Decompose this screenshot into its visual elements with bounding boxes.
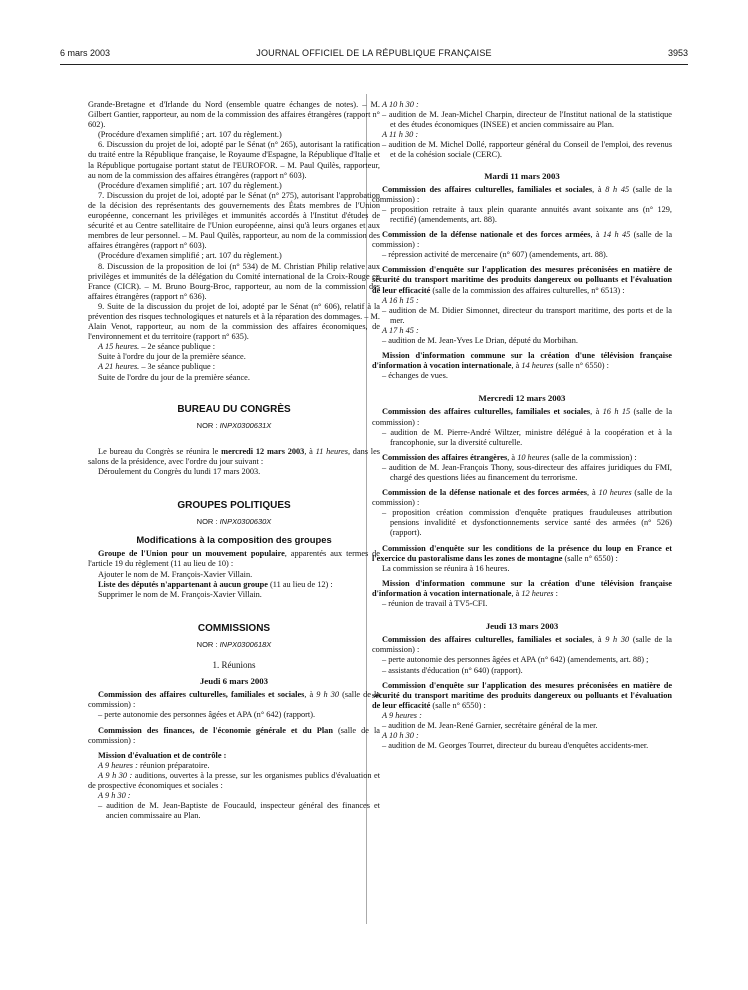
list-item: – audition de M. Pierre-André Wiltzer, ministre délégué à la coopération et à la francophonie, sur la diversité culturelle. — [382, 427, 672, 447]
section-title: GROUPES POLITIQUES — [177, 500, 291, 512]
paragraph: A 9 h 30 : — [98, 791, 131, 801]
paragraph — [372, 579, 672, 599]
list-item: – perte autonomie des personnes âgées et APA (n° 642) (amendements, art. 88) ; — [382, 655, 649, 665]
text-run: Commission des finances, de l'économie générale et du Plan — [98, 725, 333, 735]
text-run: (salle de la commission) : — [88, 690, 381, 710]
text-run: 14 h 45 — [602, 230, 631, 240]
text-run: , à — [511, 361, 522, 371]
session-time: A 21 heures. — [98, 362, 140, 372]
list-item: – proposition retraite à taux plein quarante annuités avant soixante ans (n° 129, rectifié) (amendements, art. 88). — [382, 204, 672, 224]
session-2 — [88, 342, 380, 352]
day-heading: Jeudi 13 mars 2003 — [485, 621, 559, 632]
text-run: , à — [507, 452, 518, 462]
text-run: , à — [590, 230, 603, 240]
section-title: COMMISSIONS — [197, 622, 271, 634]
list-item: – audition de M. Jean-Yves Le Drian, député du Morbihan. — [382, 335, 578, 345]
text-run: Commission des affaires culturelles, familiales et sociales — [98, 690, 305, 700]
session-label: – 3e séance publique : — [139, 362, 216, 372]
paragraph: A 17 h 45 : — [382, 325, 419, 335]
paragraph — [372, 407, 672, 427]
paragraph — [88, 771, 380, 791]
text-run: (11 au lieu de 12) : — [267, 579, 333, 589]
text-run: (salle de la commission) : — [372, 230, 673, 250]
text-run: réunion préparatoire. — [137, 760, 210, 770]
paragraph: Suite à l'ordre du jour de la première séance. — [98, 352, 246, 362]
paragraph: Mission d'évaluation et de contrôle : — [98, 750, 227, 760]
paragraph — [88, 726, 380, 746]
text-run: Commission d'enquête sur l'application des mesures préconisées en matière de sécurité du transport maritime des produits dangereux ou polluants et l'évaluation de leur efficacité — [372, 265, 672, 295]
paragraph: 6. Discussion du projet de loi, adopté par le Sénat (n° 265), autorisant la ratification du traité entre la République française, le Royaume d'Espagne, la République d'Italie et la République portugaise portant statut de l'EUROFOR. – M. Paul Quilès, rapporteur, au nom de la commission des affaires étrangères (rapport n° 603). — [88, 140, 380, 180]
text-run: , à — [592, 184, 606, 194]
list-item: – audition de M. Michel Dollé, rapporteur général du Conseil de l'emploi, des revenus et de la cohésion sociale (CERC). — [382, 140, 672, 160]
text-run: , à — [304, 690, 317, 700]
text-run: (salle de la commission) : — [549, 452, 637, 462]
text-run: Le bureau du Congrès se réunira le — [98, 446, 222, 456]
subsection-title: 1. Réunions — [212, 660, 256, 671]
text-run: 14 heures — [521, 361, 554, 371]
paragraph: Grande-Bretagne et d'Irlande du Nord (ensemble quatre échanges de notes). – M. Gilbert Gantier, rapporteur, au nom de la commission des affaires étrangères (rapport n° 602). — [88, 100, 380, 130]
paragraph — [88, 447, 380, 467]
paragraph: A 9 heures : — [382, 710, 422, 720]
section-title: BUREAU DU CONGRÈS — [177, 403, 291, 415]
paragraph: Supprimer le nom de M. François-Xavier Villain. — [98, 589, 262, 599]
text-run: Mission d'information commune sur la création d'une télévision française d'information à vocation internationale — [372, 578, 672, 598]
text-run: Commission d'enquête sur l'application des mesures préconisées en matière de sécurité du transport maritime des produits dangereux ou polluants et l'évaluation de leur efficacité — [372, 680, 672, 710]
nor-label: NOR : — [196, 420, 220, 430]
header-date: 6 mars 2003 — [60, 48, 111, 58]
text-run: (salle de la commission) : — [88, 725, 380, 745]
nor-reference — [88, 640, 380, 650]
nor-code: INPX0300630X — [219, 517, 272, 527]
paragraph: (Procédure d'examen simplifié ; art. 107 du règlement.) — [98, 180, 282, 190]
text-run: A 9 heures : — [98, 760, 138, 770]
text-run: (salle n° 6550) : — [562, 553, 618, 563]
paragraph: 7. Discussion du projet de loi, adopté par le Sénat (n° 275), autorisant l'approbation de la décision des représentants des gouvernements des États membres de l'Union européenne, concernant les privilèges et immunités accordés à l'Institut d'études de sécurité et au Centre satellitaire de l'Union européenne, ainsi qu'à leurs organes et aux membres de leur personnel. – M. Paul Quilès, rapporteur, au nom de la commission des affaires étrangères (rapport n° 603). — [88, 190, 380, 251]
paragraph: (Procédure d'examen simplifié ; art. 107 du règlement.) — [98, 251, 282, 261]
text-run: auditions, ouvertes à la presse, sur les organismes publics d'évaluation et de prospective économiques et sociales : — [88, 770, 380, 790]
paragraph — [88, 580, 380, 590]
text-run: Commission de la défense nationale et des forces armées — [382, 230, 591, 240]
nor-code: INPX0300618X — [219, 639, 272, 649]
paragraph — [372, 453, 672, 463]
nor-label: NOR : — [196, 517, 220, 527]
page-number: 3953 — [667, 48, 688, 58]
paragraph — [88, 761, 380, 771]
text-run: Liste des députés n'appartenant à aucun groupe — [98, 579, 268, 589]
paragraph — [372, 265, 672, 295]
nor-reference — [88, 421, 380, 431]
paragraph — [372, 635, 672, 655]
list-item: – assistants d'éducation (n° 640) (rapport). — [382, 665, 523, 675]
text-run: mercredi 12 mars 2003 — [221, 446, 305, 456]
text-run: , apparentés aux termes de l'article 19 du règlement (11 au lieu de 10) : — [88, 549, 380, 569]
paragraph — [372, 544, 672, 564]
text-run: 16 h 15 — [602, 407, 631, 417]
text-run: 10 heures — [517, 452, 550, 462]
text-run: , dans les salons de la présidence, avec l'ordre du jour suivant : — [88, 446, 381, 466]
nor-reference — [88, 517, 380, 527]
text-run: , à — [590, 407, 603, 417]
paragraph — [372, 681, 672, 711]
right-column — [372, 100, 672, 751]
day-heading: Jeudi 6 mars 2003 — [199, 676, 269, 687]
text-run: Commission de la défense nationale et des forces armées — [382, 488, 587, 498]
paragraph — [372, 351, 672, 371]
text-run: Mission d'information commune sur la création d'une télévision française d'information à vocation internationale — [372, 351, 672, 371]
text-run: (salle de la commission) : — [372, 184, 672, 204]
nor-code: INPX0300631X — [219, 420, 272, 430]
list-item: – répression activité de mercenaire (n° 607) (amendements, art. 88). — [382, 250, 608, 260]
paragraph: 9. Suite de la discussion du projet de loi, adopté par le Sénat (n° 606), relatif à la prévention des risques technologiques et naturels et à la réparation des dommages. – M. Alain Venot, rapporteur, au nom de la commission des affaires économiques, de l'environnement et du territoire (rapport n° 635). — [88, 301, 380, 342]
text-run: 8 h 45 — [605, 184, 630, 194]
paragraph: Suite de l'ordre du jour de la première séance. — [98, 372, 250, 382]
paragraph — [88, 690, 380, 710]
paragraph: (Procédure d'examen simplifié ; art. 107 du règlement.) — [98, 130, 282, 140]
text-run: , à — [511, 588, 522, 598]
day-heading: Mardi 11 mars 2003 — [484, 170, 560, 181]
list-item: – perte autonomie des personnes âgées et APA (n° 642) (rapport). — [98, 710, 316, 720]
list-item: – audition de M. Jean-François Thony, sous-directeur des affaires juridiques du FMI, chargé des questions liées au financement du terrorisme. — [382, 462, 672, 482]
nor-label: NOR : — [196, 639, 220, 649]
paragraph — [372, 488, 672, 508]
paragraph: Déroulement du Congrès du lundi 17 mars 2003. — [98, 467, 261, 476]
text-run: : — [553, 588, 558, 598]
text-run: 11 heures — [315, 446, 348, 456]
list-item: – échanges de vues. — [382, 371, 448, 381]
paragraph: 8. Discussion de la proposition de loi (n° 534) de M. Christian Philip relative aux privilèges et immunités de la délégation du Comité international de la Croix-Rouge en France (CICR). – M. Bruno Bourg-Broc, rapporteur, au nom de la commission des affaires étrangères (rapport n° 636). — [88, 261, 380, 301]
text-run: 12 heures — [521, 588, 554, 598]
text-run: 9 h 30 — [605, 635, 630, 645]
text-run: (salle n° 6550) : — [553, 361, 609, 371]
paragraph — [88, 549, 380, 569]
text-run: 9 h 30 — [316, 690, 340, 700]
list-item: – audition de M. Jean-Baptiste de Foucauld, inspecteur général des finances et ancien commissaire au Plan. — [98, 801, 380, 821]
paragraph: A 11 h 30 : — [382, 130, 419, 140]
text-run: Groupe de l'Union pour un mouvement populaire — [98, 549, 285, 559]
session-time: A 15 heures. — [98, 342, 140, 352]
text-run: (salle de la commission) : — [372, 635, 672, 655]
paragraph: La commission se réunira à 16 heures. — [382, 563, 510, 573]
text-run: Commission des affaires culturelles, familiales et sociales — [382, 184, 593, 194]
subsection-title: Modifications à la composition des groupes — [136, 534, 332, 546]
list-item: – audition de M. Didier Simonnet, directeur du transport maritime, des ports et de la mer. — [382, 305, 672, 325]
text-run: 10 heures — [598, 488, 632, 498]
session-3 — [88, 362, 380, 372]
list-item: – réunion de travail à TV5-CFI. — [382, 599, 488, 609]
paragraph: A 16 h 15 : — [382, 295, 419, 305]
text-run: Commission des affaires culturelles, familiales et sociales — [382, 635, 593, 645]
header-rule — [60, 64, 688, 65]
paragraph — [372, 230, 672, 250]
text-run: , à — [587, 488, 599, 498]
text-run: Commission des affaires culturelles, familiales et sociales — [382, 407, 591, 417]
left-column — [88, 100, 380, 821]
list-item: – audition de M. Jean-René Garnier, secrétaire général de la mer. — [382, 720, 598, 730]
list-item: – audition de M. Georges Tourret, directeur du bureau d'enquêtes accidents-mer. — [382, 741, 649, 751]
text-run: A 9 h 30 : — [98, 770, 133, 780]
paragraph: A 10 h 30 : — [382, 100, 419, 109]
list-item: – audition de M. Jean-Michel Charpin, directeur de l'Institut national de la statistique et des études économiques (INSEE) et ancien commissaire au Plan. — [382, 110, 672, 130]
page-header — [60, 48, 688, 62]
paragraph — [372, 185, 672, 205]
journal-title: JOURNAL OFFICIEL DE LA RÉPUBLIQUE FRANÇAISE — [256, 48, 492, 58]
text-run: (salle de la commission des affaires culturelles, n° 6513) : — [430, 285, 625, 295]
text-run: , à — [592, 635, 606, 645]
text-run: (salle n° 6550) : — [430, 700, 486, 710]
text-run: (salle de la commission) : — [372, 407, 673, 427]
text-run: , à — [304, 446, 316, 456]
list-item: – proposition création commission d'enquête pratiques frauduleuses attribution pensions invalidité et dysfonctionnements service santé des armées (n° 526) (rapport). — [382, 508, 672, 538]
text-run: Commission des affaires étrangères — [382, 452, 508, 462]
text-run: (salle de la commission) : — [372, 488, 672, 508]
paragraph: Ajouter le nom de M. François-Xavier Villain. — [98, 569, 253, 579]
paragraph: A 10 h 30 : — [382, 731, 419, 741]
day-heading: Mercredi 12 mars 2003 — [478, 393, 566, 404]
text-run: Commission d'enquête sur les conditions de la présence du loup en France et l'exercice du pastoralisme dans les zones de montagne — [372, 543, 672, 563]
session-label: – 2e séance publique : — [139, 342, 216, 352]
